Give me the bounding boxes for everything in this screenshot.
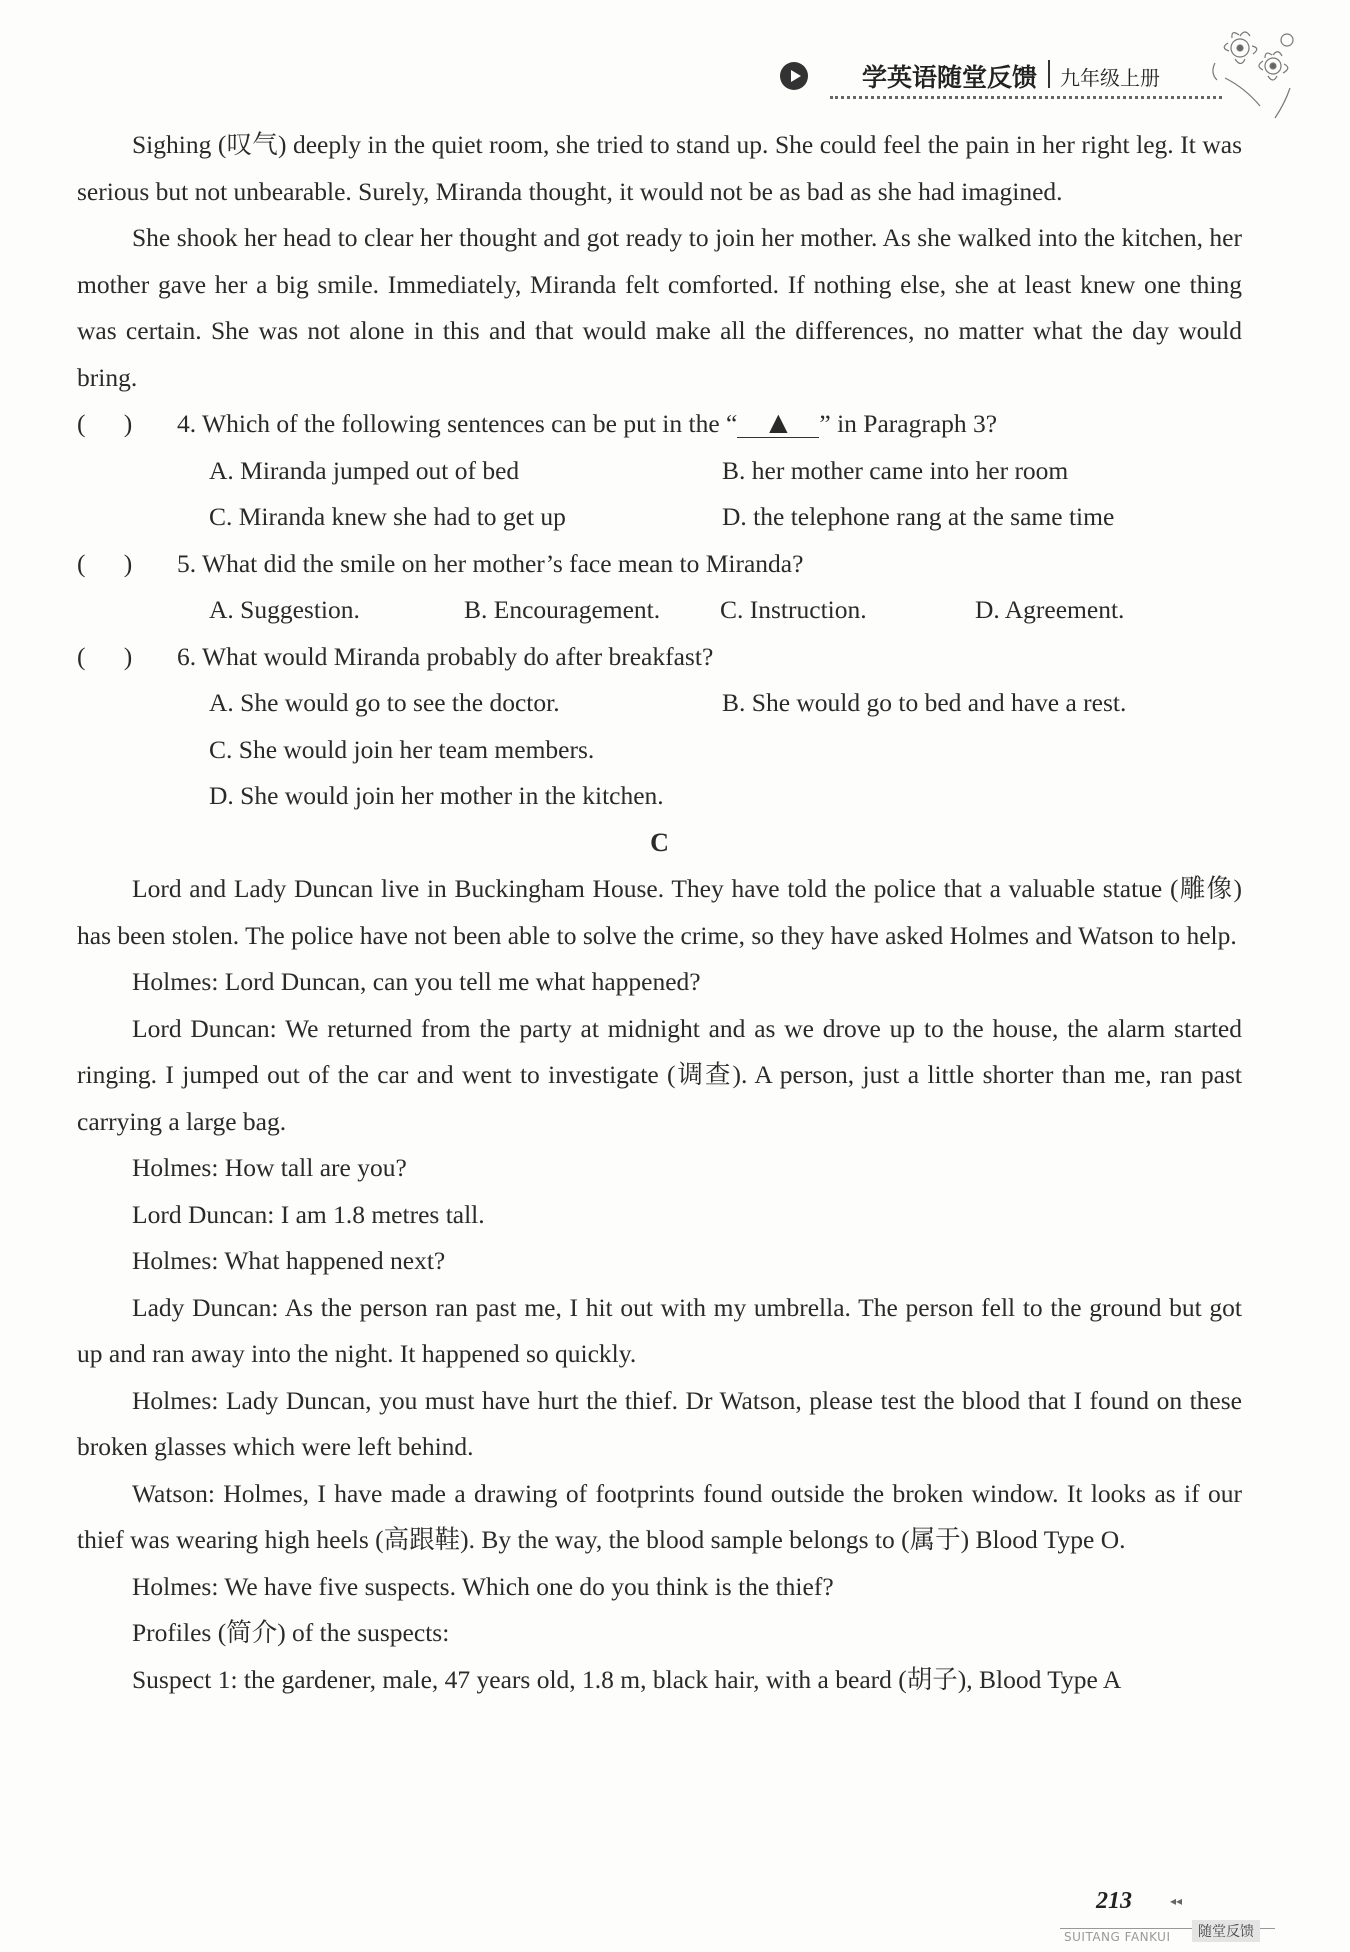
dialogue-line: Lord Duncan: We returned from the party at midnight and as we drove up to the house, the alarm started ringing. I jumped out of the car and went to investigate (调查). A person, just a little shorter than me, ran past carrying a large bag. [77, 1013, 1242, 1136]
question-stem [177, 401, 997, 448]
blank-marker [737, 407, 819, 438]
footer-latin-label: SUITANG FANKUI [1064, 1930, 1171, 1944]
play-icon [780, 62, 808, 90]
dialogue-line: Profiles (简介) of the suspects: [132, 1618, 450, 1647]
page-number: 213 [1096, 1888, 1132, 1914]
dialogue-line: Holmes: We have five suspects. Which one do you think is the thief? [132, 1571, 834, 1601]
option-a[interactable]: A. Miranda jumped out of bed [209, 455, 520, 485]
option-a[interactable]: A. She would go to see the doctor. [209, 688, 560, 717]
dialogue-line: Lady Duncan: As the person ran past me, I hit out with my umbrella. The person fell to the ground but got up and ran away into the night. It happened so quickly. [77, 1292, 1242, 1368]
option-row [77, 448, 1242, 495]
answer-paren[interactable]: ( ) [77, 409, 133, 438]
option-b[interactable]: B. She would go to bed and have a rest. [722, 688, 1127, 717]
dialogue-line: Watson: Holmes, I have made a drawing of footprints found outside the broken window. It looks as if our thief was wearing high heels (高跟鞋). By the way, the blood sample belongs to (属于) Blood Type O. [77, 1478, 1242, 1554]
option-row [77, 680, 1242, 727]
arrow-left-icon: ◂◂ [1170, 1894, 1183, 1908]
question-4 [77, 401, 1242, 448]
question-5 [77, 541, 1242, 588]
paragraph: She shook her head to clear her thought and got ready to join her mother. As she walked into the kitchen, her mother gave her a big smile. Immediately, Miranda felt comforted. If nothing else, she at least knew one thing was certain. She was not alone in this and that would make all the differences, no matter what the day would bring. [77, 223, 1242, 392]
dialogue-line: Holmes: Lord Duncan, can you tell me what happened? [132, 967, 701, 996]
triangle-icon: ▲ [769, 408, 788, 436]
question-stem: 6. What would Miranda probably do after breakfast? [177, 641, 714, 671]
question-stem-part: 4. Which of the following sentences can be put in the “ [177, 409, 738, 438]
grade-label: 九年级上册 [1060, 66, 1160, 90]
header-divider [1048, 60, 1050, 88]
book-title: 学英语随堂反馈 [862, 63, 1038, 92]
section-heading: C [650, 827, 669, 857]
flower-decoration-icon [1205, 18, 1315, 128]
option-row [77, 494, 1242, 541]
dialogue-line: Holmes: How tall are you? [132, 1153, 407, 1182]
header-dotted-rule [830, 96, 1222, 99]
question-stem: 5. What did the smile on her mother’s face mean to Miranda? [177, 548, 804, 578]
question-stem-part: ” in Paragraph 3? [819, 409, 998, 438]
dialogue-line: Holmes: What happened next? [132, 1246, 446, 1275]
answer-paren[interactable]: ( ) [77, 641, 133, 671]
answer-paren[interactable]: ( ) [77, 548, 133, 578]
option-d[interactable]: D. Agreement. [975, 595, 1125, 624]
page-content [77, 122, 1242, 1703]
dialogue-line: Lord Duncan: I am 1.8 metres tall. [132, 1199, 485, 1229]
option-c[interactable]: C. She would join her team members. [209, 734, 595, 764]
option-d[interactable]: D. the telephone rang at the same time [722, 502, 1115, 531]
option-a[interactable]: A. Suggestion. [209, 595, 360, 624]
footer-cn-label: 随堂反馈 [1192, 1920, 1260, 1942]
paragraph: Lord and Lady Duncan live in Buckingham House. They have told the police that a valuable statue (雕像) has been stolen. The police have not been able to solve the crime, so they have asked Holmes and Watson to help. [77, 874, 1242, 950]
paragraph: Sighing (叹气) deeply in the quiet room, she tried to stand up. She could feel the pain in her right leg. It was serious but not unbearable. Surely, Miranda thought, it would not be as bad as she had imagined. [77, 130, 1242, 206]
page-header [0, 0, 1350, 120]
option-b[interactable]: B. her mother came into her room [722, 455, 1069, 485]
question-6 [77, 634, 1242, 681]
option-b[interactable]: B. Encouragement. [464, 595, 661, 624]
dialogue-line: Holmes: Lady Duncan, you must have hurt the thief. Dr Watson, please test the blood that I found on these broken glasses which were left behind. [77, 1385, 1242, 1461]
page-footer [1060, 1888, 1280, 1948]
option-d[interactable]: D. She would join her mother in the kitchen. [209, 781, 664, 810]
suspect-profile: Suspect 1: the gardener, male, 47 years old, 1.8 m, black hair, with a beard (胡子), Blood Type A [132, 1664, 1122, 1694]
option-c[interactable]: C. Miranda knew she had to get up [209, 502, 566, 531]
option-row [77, 587, 1242, 634]
option-c[interactable]: C. Instruction. [720, 595, 867, 624]
